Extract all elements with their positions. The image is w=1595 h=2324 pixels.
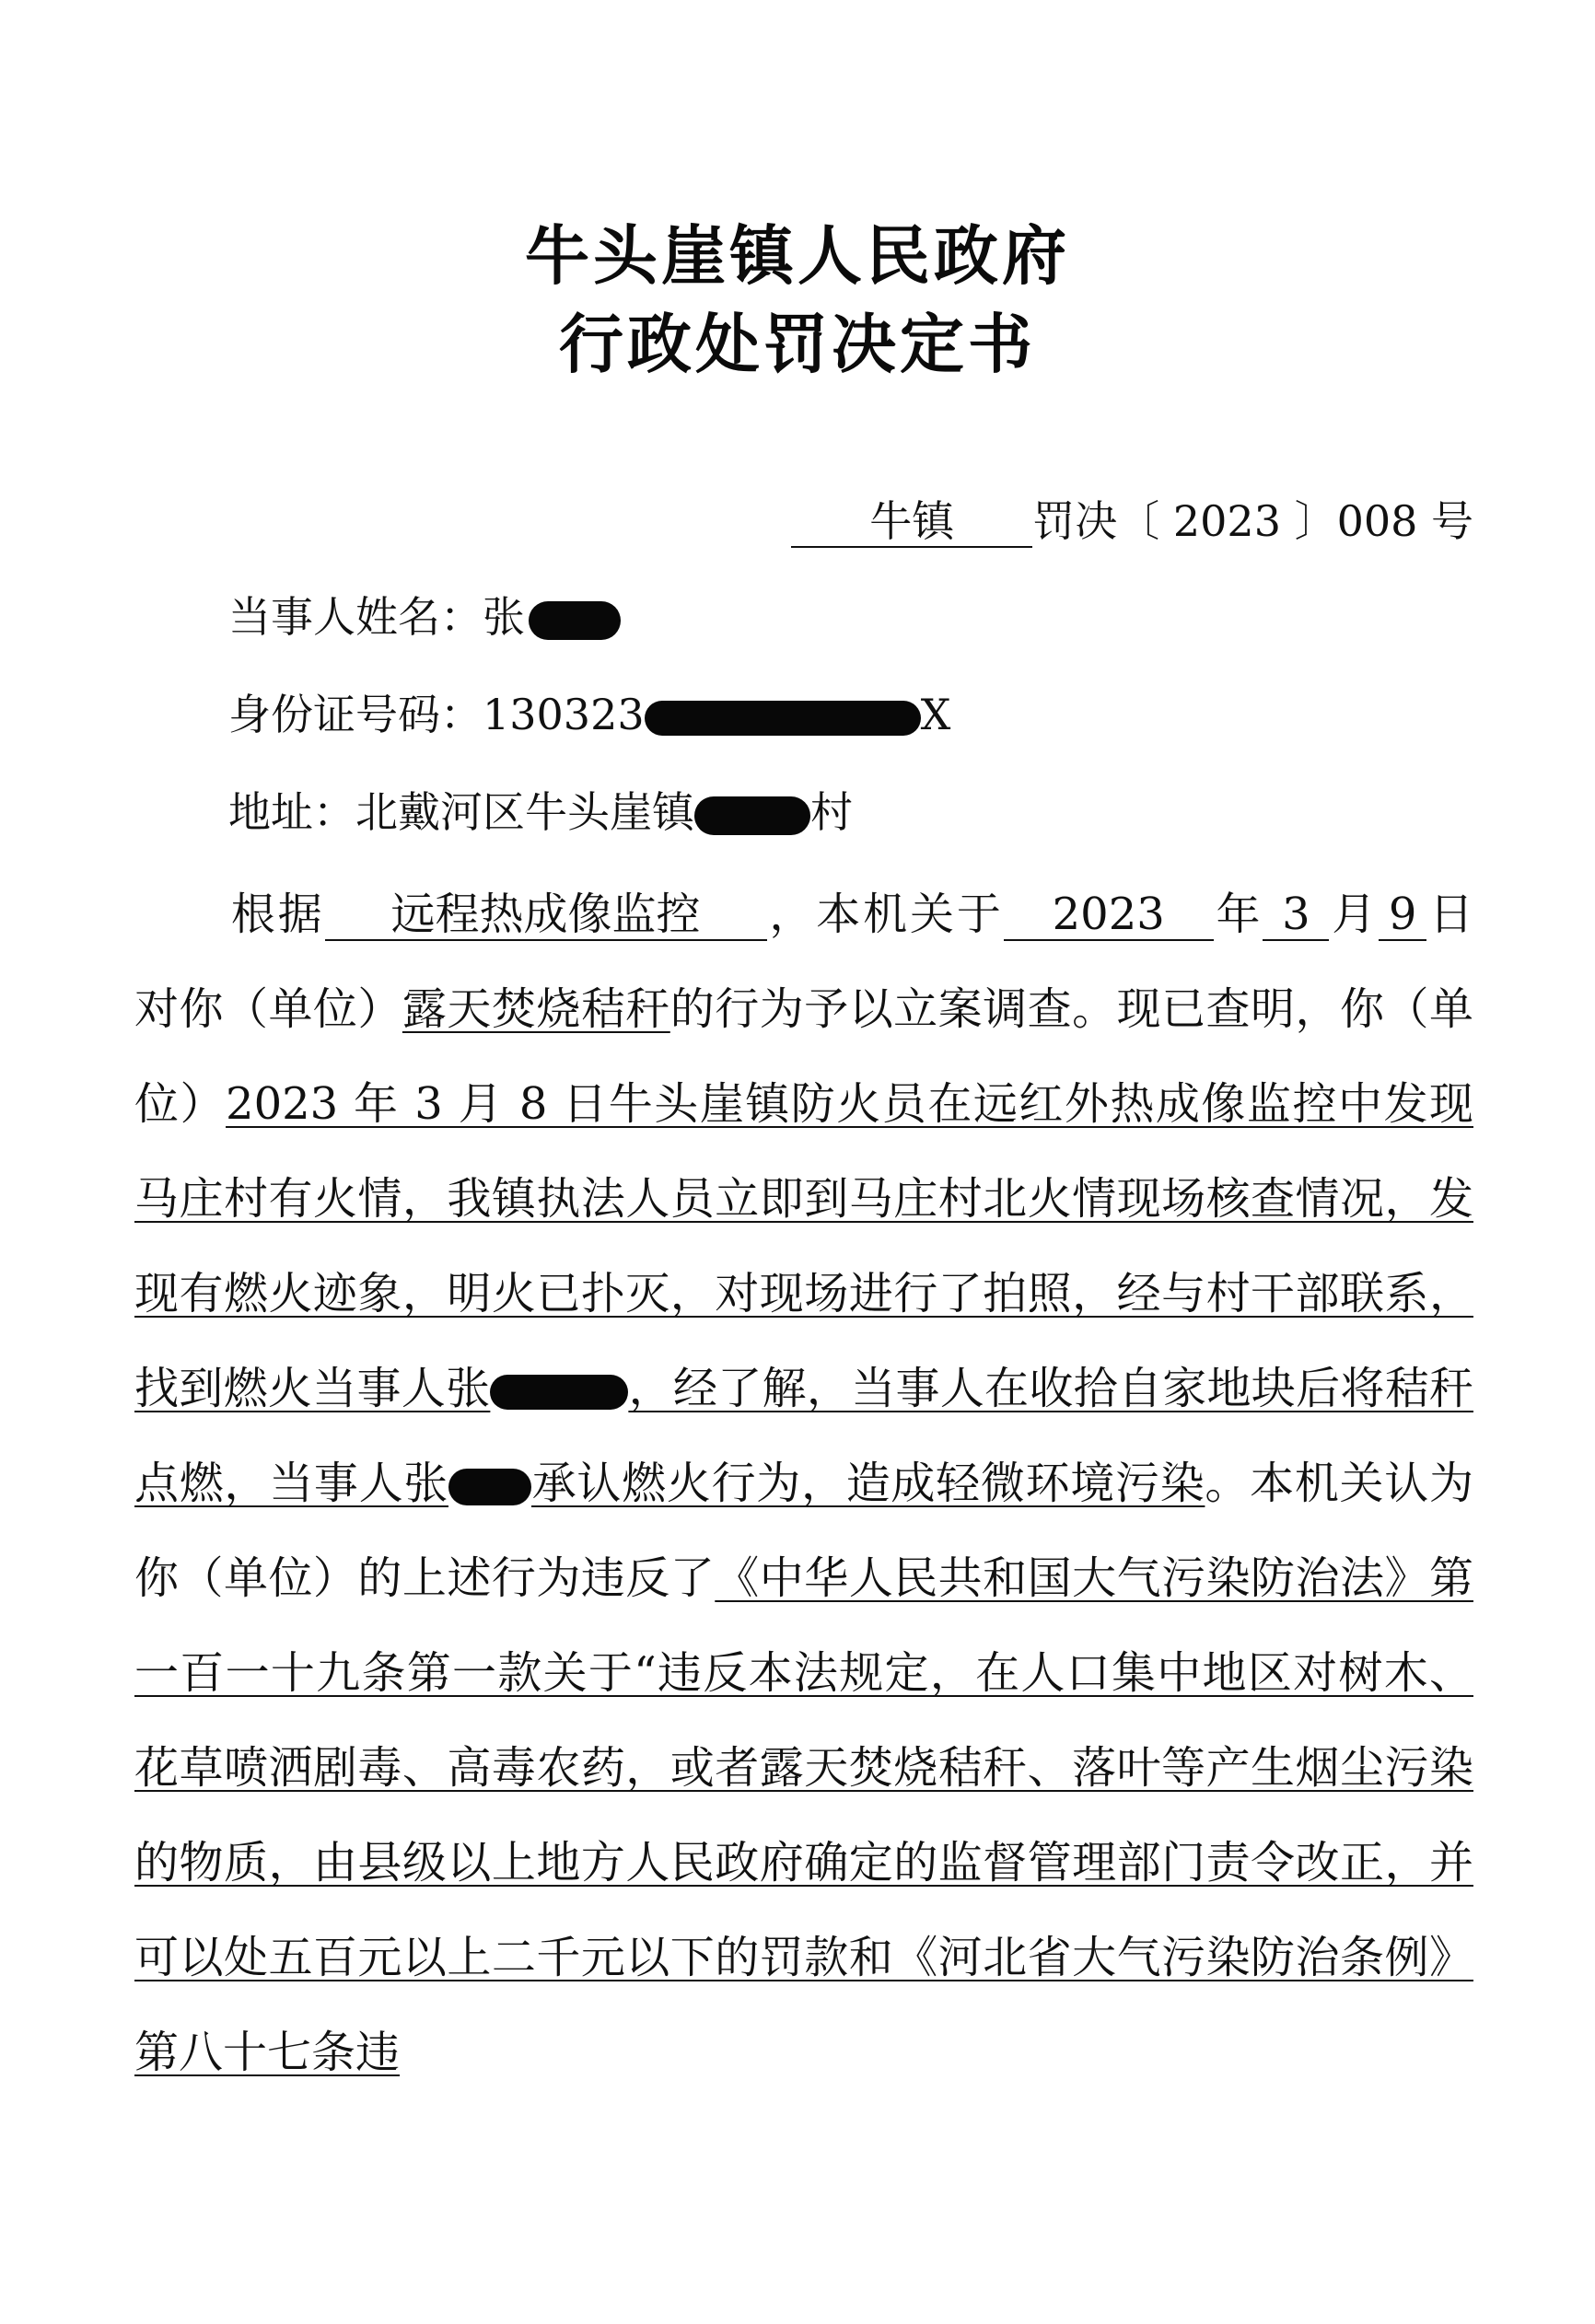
filled-month: 3: [1263, 890, 1329, 941]
party-address-label: 地址：: [228, 787, 355, 837]
document-number-prefix: 牛镇: [791, 497, 1032, 548]
body-text: ，本机关于: [766, 889, 1004, 940]
party-name-line: [228, 584, 621, 645]
redaction-mark: [529, 601, 621, 640]
facts-text: 2023 年 3 月 8 日牛头崖镇防火员在远红外热成像监控中发现马庄村有火情，我镇执法人员立即到马庄村北火情现场核查情况，发现有燃火迹象，明火已扑灭，对现场进行了拍照，经与村干部联系，找到燃火当事人张: [134, 1078, 1473, 1414]
body-text: 日对你（单位）: [134, 889, 1473, 1035]
redaction-mark: [694, 796, 810, 835]
redaction-mark: [645, 701, 921, 736]
body-text: 年: [1213, 889, 1263, 940]
facts-text: 承认燃火行为，造成轻微环境污染: [531, 1458, 1205, 1509]
redaction-mark: [490, 1375, 628, 1410]
filled-day: 9: [1379, 890, 1426, 941]
party-id-label: 身份证号码：: [228, 690, 483, 739]
decision-body: [134, 867, 1473, 2100]
filled-law: 《中华人民共和国大气污染防治法》第一百一十九条第一款关于“违反本法规定，在人口集中地区对树木、花草喷洒剧毒、高毒农药，或者露天焚烧秸秆、落叶等产生烟尘污染的物质，由县级以上地方人民政府确定的监督管理部门责令改正，并可以处五百元以上二千元以下的罚款和《河北省大气污染防治条例》第八十七条违: [134, 1552, 1473, 2078]
party-id-line: [228, 681, 950, 742]
filled-year: 2023: [1004, 890, 1214, 941]
facts-text: ，经了解，当事人在收拾自家地块后将秸秆点燃，当事人张: [134, 1363, 1473, 1509]
party-name-label: 当事人姓名：: [228, 592, 483, 642]
party-name-visible: 张: [483, 592, 525, 642]
party-id-prefix: 130323: [483, 690, 645, 739]
party-address-suffix: 村: [810, 787, 853, 837]
party-id-suffix: X: [920, 690, 951, 739]
filled-act: 露天焚烧秸秆: [402, 983, 670, 1035]
issuer-title: 牛头崖镇人民政府: [525, 218, 1070, 294]
document-title: 行政处罚决定书: [559, 307, 1036, 382]
body-text: 。本机关认为你（单位）的上述行为违反了: [134, 1458, 1473, 1604]
body-text: 月: [1329, 889, 1380, 940]
body-text: 的行为予以立案调查。现已查明，你（单位）: [134, 983, 1473, 1130]
document-number-body: 罚决〔 2023 〕008 号: [1032, 496, 1473, 546]
party-address-prefix: 北戴河区牛头崖镇: [355, 787, 694, 837]
filled-method: 远程热成像监控: [325, 890, 767, 941]
filled-facts: [134, 1078, 1473, 1509]
redaction-mark: [448, 1469, 531, 1505]
body-text: 根据: [228, 889, 325, 940]
party-address-line: [228, 779, 853, 840]
document-number: [791, 488, 1473, 549]
